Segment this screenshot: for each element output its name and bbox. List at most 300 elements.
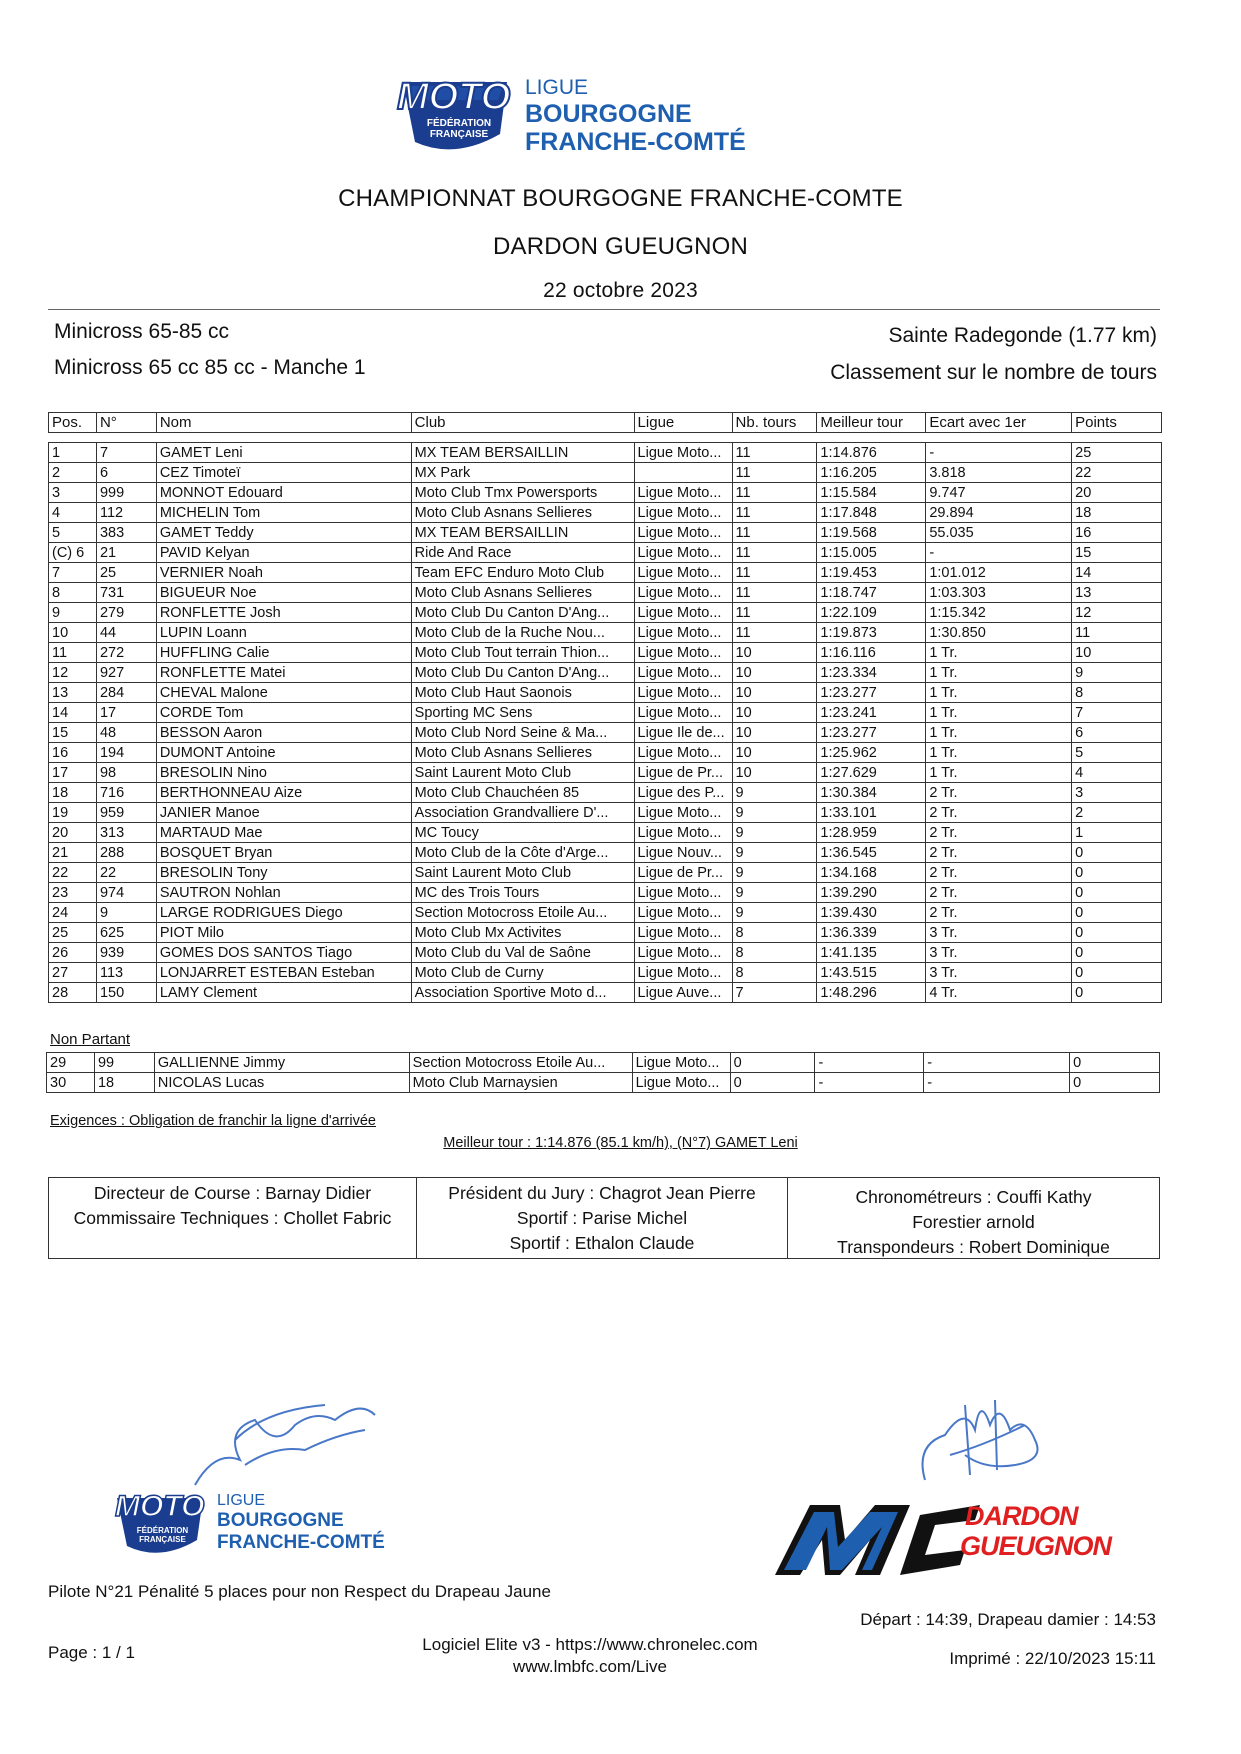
cell-best-lap: 1:30.384 <box>817 783 926 803</box>
cell-points: 18 <box>1072 503 1162 523</box>
logo-moto-text-small: MOTO <box>115 1490 205 1523</box>
cell-club: Moto Club Mx Activites <box>411 923 634 943</box>
cell-league: Ligue Moto... <box>634 623 732 643</box>
cell-laps: 9 <box>732 903 817 923</box>
cell-name: CEZ Timoteï <box>156 463 411 483</box>
cell-best-lap: - <box>815 1053 924 1073</box>
cell-name: GALLIENNE Jimmy <box>154 1053 409 1073</box>
col-header: Ecart avec 1er <box>926 413 1072 433</box>
cell-points: 0 <box>1072 923 1162 943</box>
cell-pos: 14 <box>49 703 97 723</box>
championship-title: CHAMPIONNAT BOURGOGNE FRANCHE-COMTE <box>338 185 903 212</box>
cell-club: Ride And Race <box>411 543 634 563</box>
cell-league: Ligue Moto... <box>634 523 732 543</box>
cell-pos: (C) 6 <box>49 543 97 563</box>
cell-num: 272 <box>96 643 156 663</box>
cell-gap: 3 Tr. <box>926 943 1072 963</box>
result-row <box>49 663 1162 683</box>
cell-name: HUFFLING Calie <box>156 643 411 663</box>
cell-points: 16 <box>1072 523 1162 543</box>
header-divider <box>48 309 1160 310</box>
cell-pos: 16 <box>49 743 97 763</box>
cell-num: 113 <box>96 963 156 983</box>
logo-ffm-text-small: FÉDÉRATION FRANÇAISE <box>136 1526 189 1544</box>
cell-num: 313 <box>96 823 156 843</box>
cell-num: 99 <box>94 1053 154 1073</box>
cell-name: PAVID Kelyan <box>156 543 411 563</box>
cell-best-lap: 1:43.515 <box>817 963 926 983</box>
cell-laps: 9 <box>732 843 817 863</box>
cell-gap: - <box>926 543 1072 563</box>
cell-pos: 22 <box>49 863 97 883</box>
cell-best-lap: 1:48.296 <box>817 983 926 1003</box>
ranking-mode-label: Classement sur le nombre de tours <box>830 361 1157 384</box>
cell-laps: 11 <box>732 463 817 483</box>
cell-best-lap: 1:19.453 <box>817 563 926 583</box>
cell-name: MICHELIN Tom <box>156 503 411 523</box>
cell-pos: 20 <box>49 823 97 843</box>
cell-laps: 9 <box>732 783 817 803</box>
cell-points: 0 <box>1072 943 1162 963</box>
cell-club: Moto Club Tout terrain Thion... <box>411 643 634 663</box>
cell-pos: 29 <box>47 1053 95 1073</box>
cell-laps: 9 <box>732 803 817 823</box>
cell-name: BOSQUET Bryan <box>156 843 411 863</box>
category-label: Minicross 65-85 cc <box>54 320 230 343</box>
cell-best-lap: 1:36.545 <box>817 843 926 863</box>
cell-laps: 7 <box>732 983 817 1003</box>
cell-laps: 10 <box>732 663 817 683</box>
cell-name: GAMET Teddy <box>156 523 411 543</box>
cell-pos: 21 <box>49 843 97 863</box>
cell-best-lap: 1:19.873 <box>817 623 926 643</box>
cell-club: Association Sportive Moto d... <box>411 983 634 1003</box>
cell-points: 4 <box>1072 763 1162 783</box>
cell-best-lap: 1:14.876 <box>817 443 926 463</box>
cell-name: VERNIER Noah <box>156 563 411 583</box>
col-header: Points <box>1072 413 1162 433</box>
cell-num: 288 <box>96 843 156 863</box>
event-date: 22 octobre 2023 <box>543 279 698 302</box>
cell-best-lap: 1:15.584 <box>817 483 926 503</box>
cell-num: 150 <box>96 983 156 1003</box>
logo-ffm-text: FÉDÉRATION FRANÇAISE <box>426 118 492 140</box>
cell-gap: 2 Tr. <box>926 803 1072 823</box>
cell-points: 20 <box>1072 483 1162 503</box>
result-row <box>49 743 1162 763</box>
result-row <box>49 923 1162 943</box>
cell-num: 48 <box>96 723 156 743</box>
cell-gap: 9.747 <box>926 483 1072 503</box>
cell-league: Ligue Moto... <box>634 903 732 923</box>
cell-league: Ligue de Pr... <box>634 763 732 783</box>
cell-league: Ligue Moto... <box>634 943 732 963</box>
cell-gap: 4 Tr. <box>926 983 1072 1003</box>
cell-pos: 1 <box>49 443 97 463</box>
result-row <box>49 983 1162 1003</box>
result-row <box>49 483 1162 503</box>
cell-pos: 27 <box>49 963 97 983</box>
cell-gap: 1:30.850 <box>926 623 1072 643</box>
cell-gap: 29.894 <box>926 503 1072 523</box>
logo-ligue-text-small: LIGUE <box>217 1492 266 1509</box>
cell-name: SAUTRON Nohlan <box>156 883 411 903</box>
logo-moto-text: MOTO <box>397 76 511 118</box>
cell-pos: 11 <box>49 643 97 663</box>
result-row <box>49 583 1162 603</box>
cell-gap: - <box>926 443 1072 463</box>
cell-num: 6 <box>96 463 156 483</box>
cell-league: Ligue de Pr... <box>634 863 732 883</box>
cell-best-lap: 1:39.430 <box>817 903 926 923</box>
mc-dardon-logo <box>770 1485 1112 1585</box>
cell-points: 12 <box>1072 603 1162 623</box>
cell-num: 927 <box>96 663 156 683</box>
cell-pos: 26 <box>49 943 97 963</box>
cell-num: 98 <box>96 763 156 783</box>
track-label: Sainte Radegonde (1.77 km) <box>888 324 1157 347</box>
cell-laps: 9 <box>732 883 817 903</box>
col-header: N° <box>96 413 156 433</box>
official-line: Chronométreurs : Couffi Kathy <box>855 1187 1092 1207</box>
cell-pos: 25 <box>49 923 97 943</box>
cell-club: MX TEAM BERSAILLIN <box>411 523 634 543</box>
cell-points: 8 <box>1072 683 1162 703</box>
cell-laps: 11 <box>732 503 817 523</box>
cell-points: 0 <box>1070 1073 1160 1093</box>
col-header: Club <box>411 413 634 433</box>
cell-league: Ligue Nouv... <box>634 843 732 863</box>
cell-club: Moto Club Chauchéen 85 <box>411 783 634 803</box>
cell-pos: 13 <box>49 683 97 703</box>
result-row <box>49 683 1162 703</box>
cell-pos: 5 <box>49 523 97 543</box>
cell-league: Ligue Moto... <box>634 883 732 903</box>
cell-club: Moto Club Asnans Sellieres <box>411 583 634 603</box>
official-line: Commissaire Techniques : Chollet Fabric <box>73 1208 392 1228</box>
cell-num: 284 <box>96 683 156 703</box>
cell-gap: 1:15.342 <box>926 603 1072 623</box>
cell-pos: 30 <box>47 1073 95 1093</box>
cell-club: MX TEAM BERSAILLIN <box>411 443 634 463</box>
cell-club: Moto Club du Val de Saône <box>411 943 634 963</box>
cell-gap: 1:01.012 <box>926 563 1072 583</box>
cell-num: 939 <box>96 943 156 963</box>
non-partant-table <box>46 1052 1160 1093</box>
cell-points: 0 <box>1072 883 1162 903</box>
cell-club: Moto Club de la Côte d'Arge... <box>411 843 634 863</box>
cell-league: Ligue Moto... <box>634 643 732 663</box>
cell-points: 13 <box>1072 583 1162 603</box>
cell-num: 279 <box>96 603 156 623</box>
cell-pos: 10 <box>49 623 97 643</box>
cell-name: NICOLAS Lucas <box>154 1073 409 1093</box>
cell-points: 10 <box>1072 643 1162 663</box>
cell-laps: 0 <box>730 1053 815 1073</box>
result-row <box>49 543 1162 563</box>
cell-league: Ligue Moto... <box>634 583 732 603</box>
result-row <box>49 523 1162 543</box>
cell-best-lap: 1:18.747 <box>817 583 926 603</box>
cell-name: LARGE RODRIGUES Diego <box>156 903 411 923</box>
cell-laps: 10 <box>732 743 817 763</box>
cell-name: GAMET Leni <box>156 443 411 463</box>
result-row <box>49 443 1162 463</box>
result-row <box>49 603 1162 623</box>
official-line: Forestier arnold <box>912 1212 1035 1232</box>
cell-club: Moto Club Asnans Sellieres <box>411 743 634 763</box>
cell-points: 2 <box>1072 803 1162 823</box>
logo-region2-text: FRANCHE-COMTÉ <box>525 128 746 156</box>
cell-league: Ligue Moto... <box>634 503 732 523</box>
cell-league: Ligue Moto... <box>634 683 732 703</box>
cell-laps: 11 <box>732 563 817 583</box>
cell-laps: 11 <box>732 583 817 603</box>
cell-club: MX Park <box>411 463 634 483</box>
mc-logo-line2: GUEUGNON <box>960 1531 1112 1561</box>
cell-gap: 1 Tr. <box>926 643 1072 663</box>
cell-club: Saint Laurent Moto Club <box>411 863 634 883</box>
cell-best-lap: 1:25.962 <box>817 743 926 763</box>
result-row <box>49 863 1162 883</box>
result-row <box>49 943 1162 963</box>
cell-name: BERTHONNEAU Aize <box>156 783 411 803</box>
cell-pos: 12 <box>49 663 97 683</box>
cell-num: 959 <box>96 803 156 823</box>
cell-laps: 11 <box>732 603 817 623</box>
cell-num: 974 <box>96 883 156 903</box>
cell-gap: 1 Tr. <box>926 703 1072 723</box>
cell-num: 21 <box>96 543 156 563</box>
cell-best-lap: 1:19.568 <box>817 523 926 543</box>
result-row <box>49 623 1162 643</box>
cell-name: BRESOLIN Tony <box>156 863 411 883</box>
cell-league: Ligue Moto... <box>634 963 732 983</box>
cell-league: Ligue Moto... <box>632 1053 730 1073</box>
cell-points: 14 <box>1072 563 1162 583</box>
cell-club: Moto Club Asnans Sellieres <box>411 503 634 523</box>
col-header: Nb. tours <box>732 413 817 433</box>
cell-pos: 9 <box>49 603 97 623</box>
cell-points: 0 <box>1072 843 1162 863</box>
header-logo <box>395 72 825 162</box>
cell-best-lap: 1:28.959 <box>817 823 926 843</box>
result-row <box>49 783 1162 803</box>
cell-laps: 11 <box>732 483 817 503</box>
cell-points: 7 <box>1072 703 1162 723</box>
cell-name: CHEVAL Malone <box>156 683 411 703</box>
result-row <box>49 723 1162 743</box>
cell-points: 5 <box>1072 743 1162 763</box>
cell-league: Ligue Moto... <box>634 703 732 723</box>
cell-league: Ligue Ile de... <box>634 723 732 743</box>
cell-league: Ligue Moto... <box>634 743 732 763</box>
cell-laps: 11 <box>732 523 817 543</box>
result-row <box>49 963 1162 983</box>
results-table <box>48 412 1162 1003</box>
cell-points: 15 <box>1072 543 1162 563</box>
cell-best-lap: 1:22.109 <box>817 603 926 623</box>
cell-gap: 55.035 <box>926 523 1072 543</box>
cell-club: Moto Club Tmx Powersports <box>411 483 634 503</box>
cell-num: 625 <box>96 923 156 943</box>
cell-laps: 9 <box>732 823 817 843</box>
cell-name: BESSON Aaron <box>156 723 411 743</box>
cell-league: Ligue Moto... <box>634 823 732 843</box>
cell-gap: 1 Tr. <box>926 663 1072 683</box>
cell-gap: 2 Tr. <box>926 903 1072 923</box>
result-row <box>49 763 1162 783</box>
software-info <box>370 1634 810 1678</box>
cell-gap: 1 Tr. <box>926 763 1072 783</box>
cell-points: 11 <box>1072 623 1162 643</box>
cell-best-lap: 1:39.290 <box>817 883 926 903</box>
cell-pos: 2 <box>49 463 97 483</box>
cell-laps: 8 <box>732 963 817 983</box>
cell-pos: 24 <box>49 903 97 923</box>
non-partant-label: Non Partant <box>50 1031 131 1048</box>
official-line: Sportif : Ethalon Claude <box>509 1233 695 1253</box>
cell-points: 25 <box>1072 443 1162 463</box>
cell-laps: 10 <box>732 643 817 663</box>
cell-pos: 17 <box>49 763 97 783</box>
cell-club: Moto Club Nord Seine & Ma... <box>411 723 634 743</box>
cell-best-lap: - <box>815 1073 924 1093</box>
cell-club: MC Toucy <box>411 823 634 843</box>
cell-points: 0 <box>1070 1053 1160 1073</box>
cell-num: 7 <box>96 443 156 463</box>
cell-club: Moto Club Du Canton D'Ang... <box>411 663 634 683</box>
cell-laps: 10 <box>732 763 817 783</box>
cell-num: 731 <box>96 583 156 603</box>
cell-pos: 19 <box>49 803 97 823</box>
cell-name: PIOT Milo <box>156 923 411 943</box>
cell-name: JANIER Manoe <box>156 803 411 823</box>
cell-name: BRESOLIN Nino <box>156 763 411 783</box>
cell-club: Moto Club de Curny <box>411 963 634 983</box>
cell-gap: 1 Tr. <box>926 723 1072 743</box>
result-row <box>49 643 1162 663</box>
col-header: Nom <box>156 413 411 433</box>
cell-league <box>634 463 732 483</box>
best-lap-note: Meilleur tour : 1:14.876 (85.1 km/h), (N°7) GAMET Leni <box>443 1135 798 1151</box>
cell-num: 17 <box>96 703 156 723</box>
cell-club: Sporting MC Sens <box>411 703 634 723</box>
cell-laps: 8 <box>732 943 817 963</box>
cell-num: 716 <box>96 783 156 803</box>
logo-ligue-text: LIGUE <box>525 76 589 99</box>
cell-best-lap: 1:23.277 <box>817 683 926 703</box>
cell-points: 22 <box>1072 463 1162 483</box>
cell-club: Moto Club Marnaysien <box>409 1073 632 1093</box>
official-line: Président du Jury : Chagrot Jean Pierre <box>448 1183 756 1203</box>
cell-laps: 10 <box>732 683 817 703</box>
cell-num: 999 <box>96 483 156 503</box>
page-number: Page : 1 / 1 <box>48 1643 135 1662</box>
cell-points: 0 <box>1072 963 1162 983</box>
result-row <box>49 843 1162 863</box>
cell-gap: 3.818 <box>926 463 1072 483</box>
cell-gap: 2 Tr. <box>926 863 1072 883</box>
cell-club: Moto Club Du Canton D'Ang... <box>411 603 634 623</box>
cell-points: 3 <box>1072 783 1162 803</box>
cell-laps: 10 <box>732 703 817 723</box>
cell-league: Ligue Moto... <box>634 543 732 563</box>
cell-name: LONJARRET ESTEBAN Esteban <box>156 963 411 983</box>
result-row <box>49 903 1162 923</box>
official-line: Directeur de Course : Barnay Didier <box>93 1183 372 1203</box>
cell-gap: 3 Tr. <box>926 963 1072 983</box>
result-row <box>49 703 1162 723</box>
cell-best-lap: 1:36.339 <box>817 923 926 943</box>
cell-num: 18 <box>94 1073 154 1093</box>
cell-league: Ligue Moto... <box>634 563 732 583</box>
cell-club: Team EFC Enduro Moto Club <box>411 563 634 583</box>
cell-league: Ligue Moto... <box>634 663 732 683</box>
cell-best-lap: 1:33.101 <box>817 803 926 823</box>
cell-league: Ligue Moto... <box>634 603 732 623</box>
cell-name: GOMES DOS SANTOS Tiago <box>156 943 411 963</box>
official-line: Sportif : Parise Michel <box>516 1208 688 1228</box>
logo-region1-text: BOURGOGNE <box>525 100 692 128</box>
cell-club: Section Motocross Etoile Au... <box>409 1053 632 1073</box>
footer-ffm-logo <box>115 1490 415 1570</box>
official-line: Transpondeurs : Robert Dominique <box>837 1237 1110 1257</box>
cell-best-lap: 1:16.205 <box>817 463 926 483</box>
penalty-note: Pilote N°21 Pénalité 5 places pour non Respect du Drapeau Jaune <box>48 1582 551 1601</box>
cell-laps: 11 <box>732 443 817 463</box>
cell-name: BIGUEUR Noe <box>156 583 411 603</box>
printed-date: Imprimé : 22/10/2023 15:11 <box>949 1649 1156 1668</box>
cell-pos: 15 <box>49 723 97 743</box>
mc-logo-line1: DARDON <box>965 1501 1078 1531</box>
software-line: Logiciel Elite v3 - https://www.chronelec.com <box>422 1635 758 1654</box>
cell-pos: 28 <box>49 983 97 1003</box>
cell-best-lap: 1:15.005 <box>817 543 926 563</box>
cell-laps: 11 <box>732 623 817 643</box>
cell-laps: 8 <box>732 923 817 943</box>
cell-name: DUMONT Antoine <box>156 743 411 763</box>
non-partant-row <box>47 1073 1160 1093</box>
cell-laps: 10 <box>732 723 817 743</box>
cell-gap: 2 Tr. <box>926 883 1072 903</box>
cell-pos: 8 <box>49 583 97 603</box>
result-row <box>49 503 1162 523</box>
cell-name: RONFLETTE Josh <box>156 603 411 623</box>
cell-league: Ligue Moto... <box>634 803 732 823</box>
officials-box <box>48 1177 1160 1259</box>
cell-club: Moto Club de la Ruche Nou... <box>411 623 634 643</box>
cell-gap: 1 Tr. <box>926 683 1072 703</box>
result-row <box>49 803 1162 823</box>
cell-laps: 11 <box>732 543 817 563</box>
cell-name: LAMY Clement <box>156 983 411 1003</box>
cell-num: 25 <box>96 563 156 583</box>
cell-best-lap: 1:41.135 <box>817 943 926 963</box>
cell-gap: 2 Tr. <box>926 843 1072 863</box>
signature-left-icon <box>185 1390 385 1500</box>
cell-pos: 23 <box>49 883 97 903</box>
col-header: Pos. <box>49 413 97 433</box>
cell-pos: 7 <box>49 563 97 583</box>
non-partant-row <box>47 1053 1160 1073</box>
cell-best-lap: 1:23.334 <box>817 663 926 683</box>
cell-league: Ligue Moto... <box>632 1073 730 1093</box>
result-row <box>49 883 1162 903</box>
cell-best-lap: 1:23.241 <box>817 703 926 723</box>
cell-num: 9 <box>96 903 156 923</box>
cell-best-lap: 1:27.629 <box>817 763 926 783</box>
